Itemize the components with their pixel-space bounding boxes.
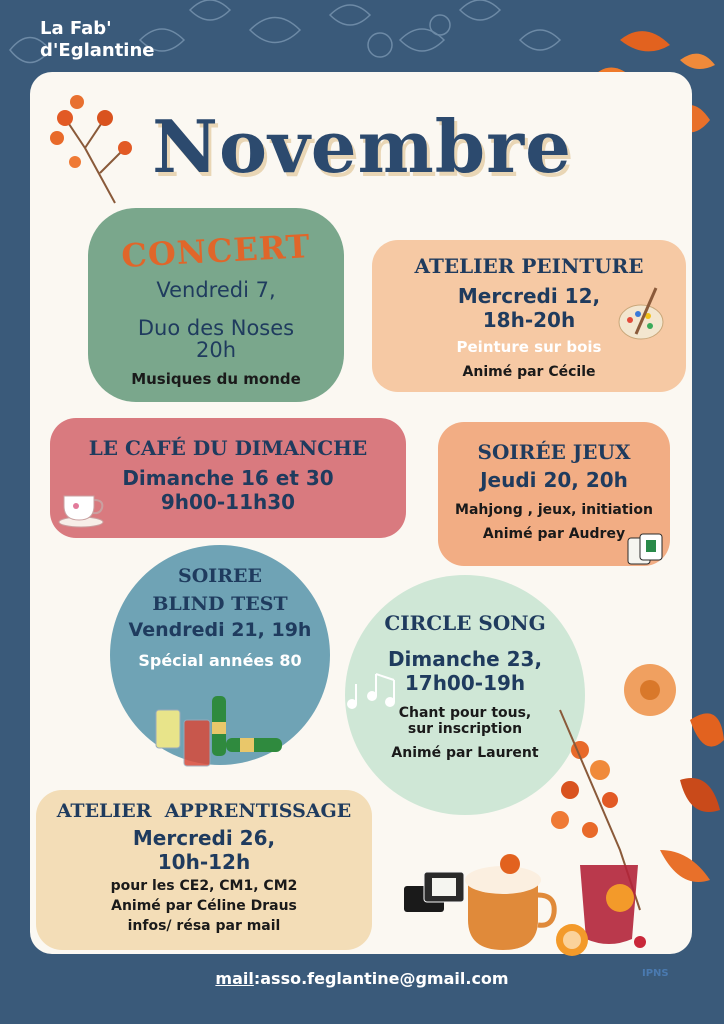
concert-time: 20h	[195, 338, 237, 362]
circle-time: 17h00-19h	[404, 671, 526, 695]
apprentissage-info: infos/ résa par mail	[127, 918, 281, 934]
concert-heading: CONCERT	[120, 227, 312, 275]
music-notes-icon	[342, 668, 404, 712]
circle-description-2: sur inscription	[407, 721, 523, 737]
circle-heading: CIRCLE SONG	[384, 611, 546, 635]
circle-host: Animé par Laurent	[391, 745, 539, 761]
jeux-heading: SOIRÉE JEUX	[477, 440, 631, 464]
cafe-heading: LE CAFÉ DU DIMANCHE	[88, 436, 368, 460]
apprentissage-heading: ATELIER APPRENTISSAGE	[56, 800, 352, 822]
mahjong-tile-icon	[624, 532, 666, 568]
cafe-time: 9h00-11h30	[160, 490, 296, 514]
cafe-date: Dimanche 16 et 30	[122, 466, 334, 490]
peinture-date: Mercredi 12,	[457, 284, 601, 308]
blindtest-description: Spécial années 80	[138, 651, 302, 670]
footer-mail-label: mail	[215, 969, 254, 988]
concert-description: Musiques du monde	[131, 370, 301, 388]
page-title: Novembre	[152, 104, 572, 189]
event-concert	[88, 208, 344, 402]
jeux-description: Mahjong , jeux, initiation	[455, 502, 653, 518]
logo-line-1: La Fab'	[40, 18, 112, 39]
drinks-icon	[150, 690, 286, 770]
peinture-host: Animé par Cécile	[462, 364, 596, 380]
footer-email-address[interactable]: :asso.feglantine@gmail.com	[253, 969, 509, 988]
logo-line-2: d'Eglantine	[40, 40, 155, 61]
peinture-description: Peinture sur bois	[456, 338, 602, 356]
apprentissage-host: Animé par Céline Draus	[111, 898, 297, 914]
teacup-icon	[56, 486, 106, 528]
blindtest-heading-1: SOIREE	[178, 565, 262, 587]
jeux-host: Animé par Audrey	[482, 526, 626, 542]
footer-email	[0, 969, 724, 988]
blindtest-heading-2: BLIND TEST	[152, 593, 288, 615]
apprentissage-date: Mercredi 26,	[132, 826, 276, 850]
apprentissage-description: pour les CE2, CM1, CM2	[110, 878, 298, 894]
blindtest-date: Vendredi 21, 19h	[128, 619, 312, 641]
brand-logo	[40, 18, 155, 62]
ipns-mark: IPNS	[642, 968, 669, 979]
jeux-date: Jeudi 20, 20h	[480, 468, 628, 492]
palette-icon	[616, 284, 666, 344]
concert-date: Vendredi 7,	[156, 278, 276, 302]
circle-description-1: Chant pour tous,	[398, 705, 532, 721]
apprentissage-time: 10h-12h	[157, 850, 251, 874]
concert-name: Duo des Noses	[137, 316, 295, 340]
peinture-time: 18h-20h	[482, 308, 576, 332]
circle-date: Dimanche 23,	[387, 647, 543, 671]
autumn-decoration-icon	[460, 650, 724, 970]
event-atelier-apprentissage	[36, 790, 372, 950]
peinture-heading: ATELIER PEINTURE	[414, 254, 644, 278]
